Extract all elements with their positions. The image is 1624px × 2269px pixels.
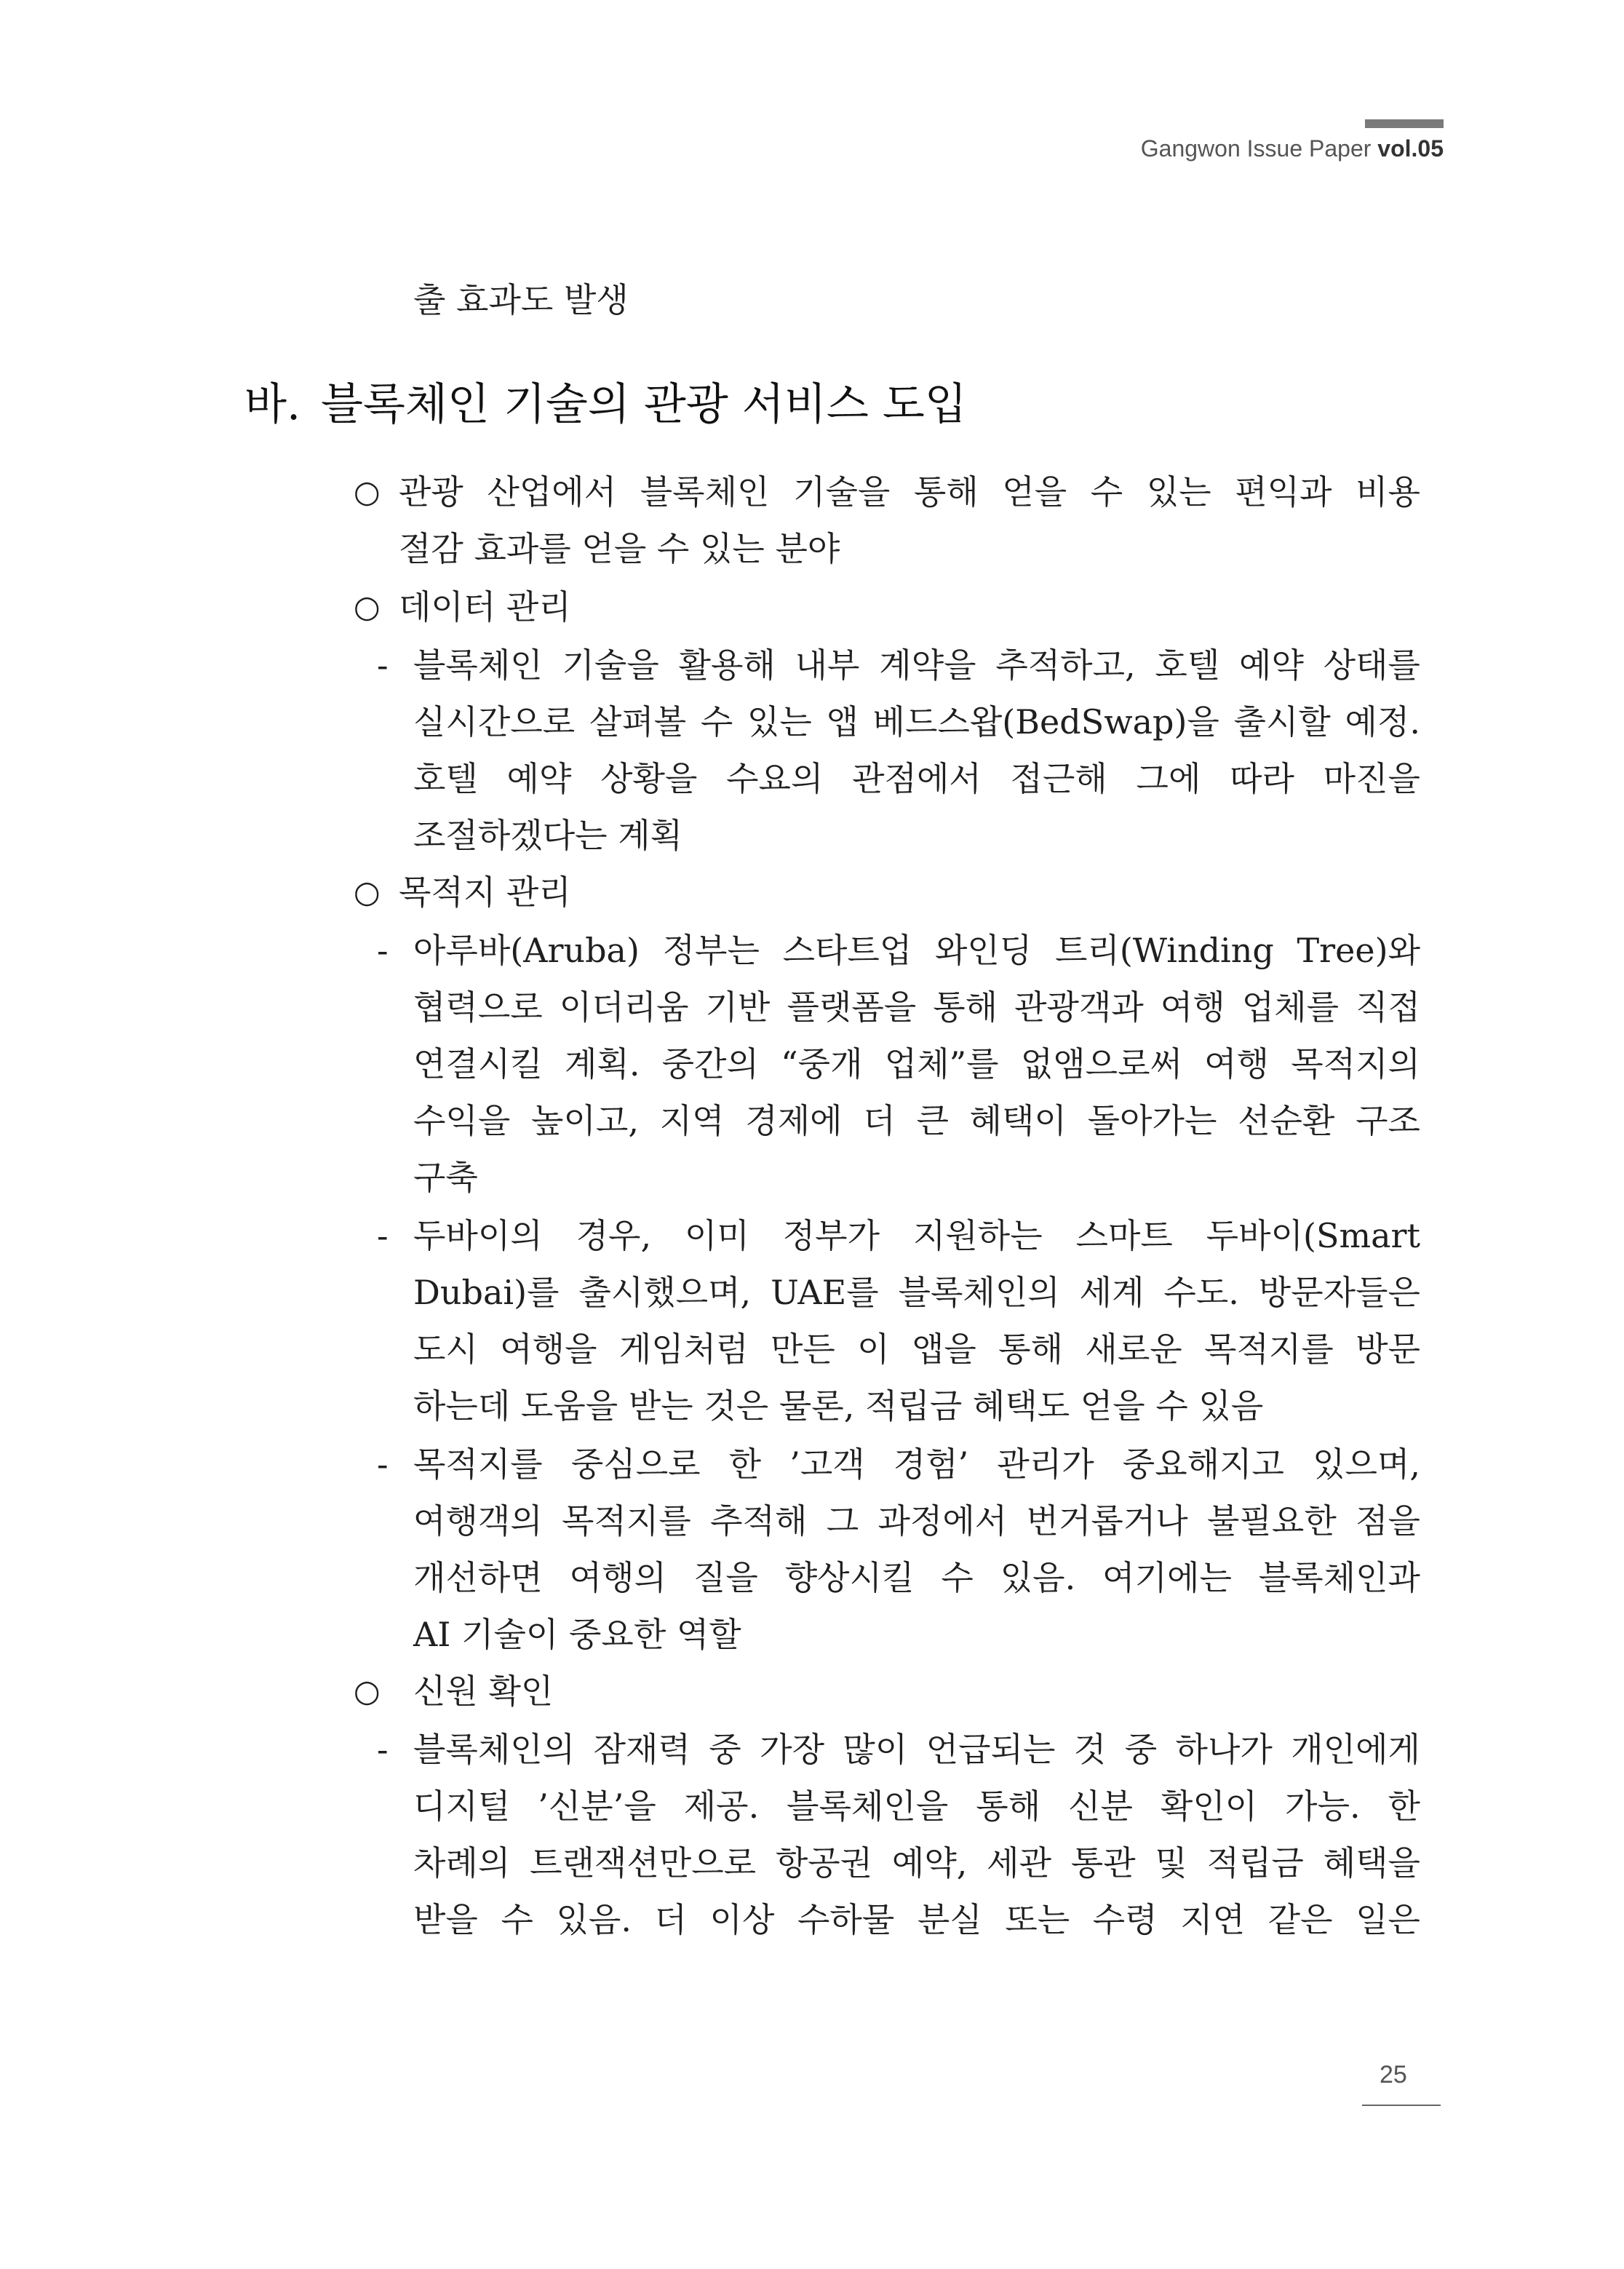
paragraph-line: 목적지를 중심으로 한 ’고객 경험’ 관리가 중요해지고 있으며, [413,1445,1420,1484]
series-title: Gangwon Issue Paper [1140,135,1378,162]
subsection-label: 신원 확인 [413,1672,554,1711]
paragraph-line: 아루바(Aruba) 정부는 스타트업 와인딩 트리(Winding Tree)와 [413,931,1420,970]
bullet-circle-4: ○ [354,1673,381,1709]
intro-line: 출 효과도 발생 [413,280,629,319]
paragraph-line: 여행객의 목적지를 추적해 그 과정에서 번거롭거나 불필요한 점을 [413,1501,1420,1541]
paragraph-line: 연결시킬 계획. 중간의 “중개 업체”를 없앰으로써 여행 목적지의 [413,1044,1420,1084]
paragraph-line: 관광 산업에서 블록체인 기술을 통해 얻을 수 있는 편익과 비용 [399,472,1420,512]
dash-marker: - [377,1730,389,1769]
dash-marker: - [377,645,389,685]
header-rule [1365,119,1444,128]
paragraph-line: 개선하면 여행의 질을 향상시킬 수 있음. 여기에는 블록체인과 [413,1558,1420,1597]
page-number: 25 [1380,2061,1407,2089]
paragraph-line: 절감 효과를 얻을 수 있는 분야 [399,529,840,568]
paragraph-line: Dubai)를 출시했으며, UAE를 블록체인의 세계 수도. 방문자들은 [413,1273,1420,1312]
paragraph-line: 구축 [413,1158,478,1197]
subsection-label: 데이터 관리 [399,587,571,627]
paragraph-line: 받을 수 있음. 더 이상 수하물 분실 또는 수령 지연 같은 일은 [413,1900,1420,1939]
bullet-circle-3: ○ [354,874,381,910]
paragraph-line: 호텔 예약 상황을 수요의 관점에서 접근해 그에 따라 마진을 [413,759,1420,798]
paragraph-line: 실시간으로 살펴볼 수 있는 앱 베드스왑(BedSwap)을 출시할 예정. [413,702,1420,742]
paragraph-line: 수익을 높이고, 지역 경제에 더 큰 혜택이 돌아가는 선순환 구조 [413,1101,1420,1140]
section-title: 블록체인 기술의 관광 서비스 도입 [321,379,967,430]
running-header [1141,135,1444,162]
paragraph-line: 블록체인 기술을 활용해 내부 계약을 추적하고, 호텔 예약 상태를 [413,645,1420,685]
section-number: 바. [244,379,301,430]
paragraph-line: AI 기술이 중요한 역할 [413,1615,741,1654]
paragraph-line: 도시 여행을 게임처럼 만든 이 앱을 통해 새로운 목적지를 방문 [413,1330,1420,1369]
bullet-circle-2: ○ [354,589,381,624]
dash-marker: - [377,1445,389,1484]
paragraph-line: 조절하겠다는 계획 [413,816,683,855]
dash-marker: - [377,931,389,970]
bullet-circle-1: ○ [354,474,381,509]
paragraph-line: 두바이의 경우, 이미 정부가 지원하는 스마트 두바이(Smart [413,1216,1420,1255]
paragraph-line: 블록체인의 잠재력 중 가장 많이 언급되는 것 중 하나가 개인에게 [413,1730,1420,1769]
paragraph-line: 디지털 ’신분’을 제공. 블록체인을 통해 신분 확인이 가능. 한 [413,1787,1420,1826]
paragraph-line: 차례의 트랜잭션만으로 항공권 예약, 세관 통관 및 적립금 혜택을 [413,1843,1420,1883]
volume-label: vol.05 [1377,135,1444,162]
paragraph-line: 협력으로 이더리움 기반 플랫폼을 통해 관광객과 여행 업체를 직접 [413,988,1420,1027]
footer-rule [1362,2105,1441,2106]
paragraph-line: 하는데 도움을 받는 것은 물론, 적립금 혜택도 얻을 수 있음 [413,1386,1264,1426]
section-heading [244,378,967,431]
subsection-label: 목적지 관리 [399,873,571,912]
dash-marker: - [377,1216,389,1255]
